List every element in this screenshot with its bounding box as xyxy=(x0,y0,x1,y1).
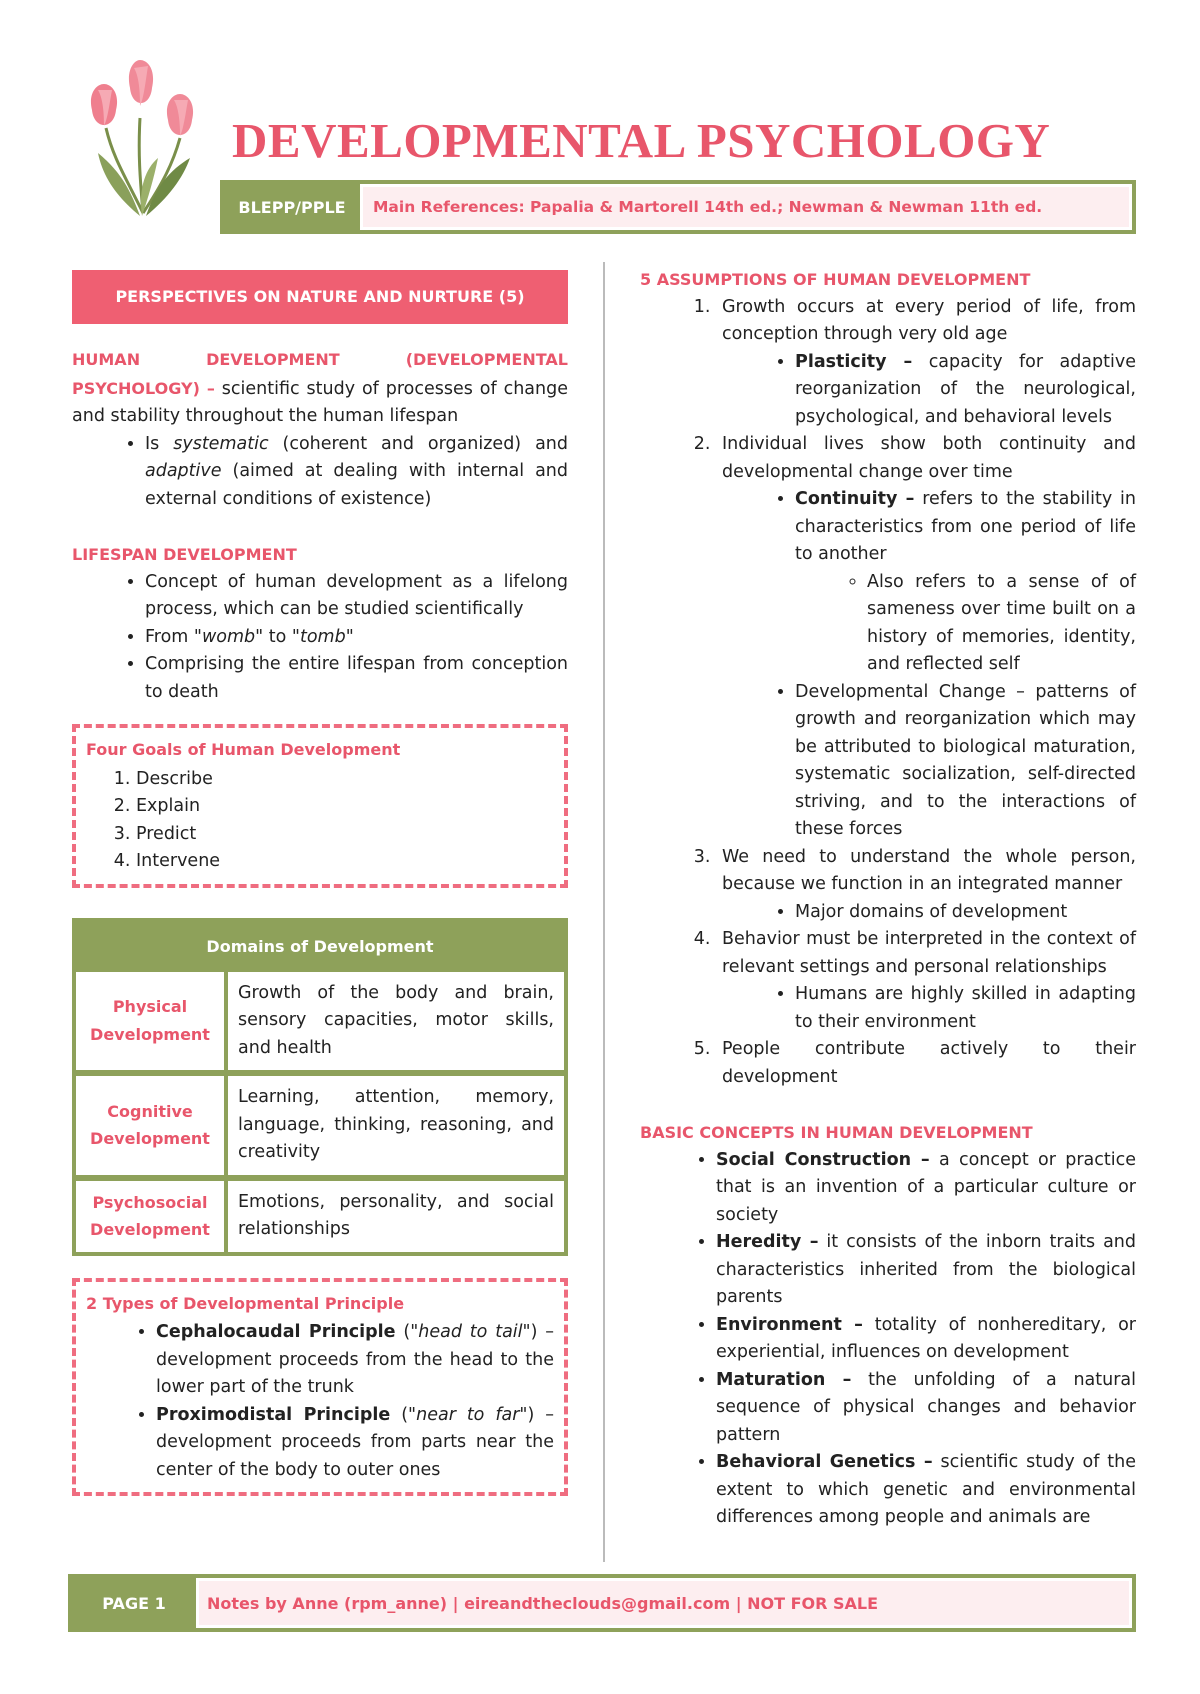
list-item: 4. Behavior must be interpreted in the context of relevant settings and personal relationships • Humans are highly skilled in adapting to their environment xyxy=(716,926,1136,1036)
list-item: • Environment – totality of nonhereditary, or experiential, influences on development xyxy=(716,1312,1136,1367)
list-item: ◦ Also refers to a sense of of sameness over time built on a history of memories, identity, and reflected self xyxy=(867,569,1136,679)
list-item: • Concept of human development as a lifelong process, which can be studied scientifically xyxy=(145,569,568,624)
list-item: 4. Intervene xyxy=(136,848,554,876)
human-development-definition: HUMAN DEVELOPMENT (DEVELOPMENTAL PSYCHOLOGY) – scientific study of processes of change and stability throughout the human lifespan xyxy=(72,350,568,426)
four-goals-box xyxy=(72,724,568,888)
list-item: • Humans are highly skilled in adapting to their environment xyxy=(795,981,1136,1036)
human-development-bullets xyxy=(72,431,568,514)
list-item: • Major domains of development xyxy=(795,899,1136,927)
list-item: • Cephalocaudal Principle ("head to tail") – development proceeds from the head to the lower part of the trunk xyxy=(156,1319,554,1402)
goals-list xyxy=(86,766,554,876)
domains-heading: Domains of Development xyxy=(76,922,564,972)
domain-name: Cognitive Development xyxy=(76,1076,228,1175)
domain-name: Physical Development xyxy=(76,972,228,1071)
page-number: PAGE 1 xyxy=(72,1578,196,1628)
list-item: • Continuity – refers to the stability in characteristics from one period of life to another ◦ Also refers to a sense of of sameness over time built on a history of memories, identity, and reflected self xyxy=(795,486,1136,679)
right-column xyxy=(640,266,1136,1532)
assumptions-list xyxy=(640,294,1136,1092)
basic-concepts-heading: BASIC CONCEPTS IN HUMAN DEVELOPMENT xyxy=(640,1123,1033,1142)
nature-nurture-banner: PERSPECTIVES ON NATURE AND NURTURE (5) xyxy=(72,270,568,324)
list-item: • From "womb" to "tomb" xyxy=(145,624,568,652)
list-item: • Comprising the entire lifespan from conception to death xyxy=(145,651,568,706)
basic-concepts-list xyxy=(640,1147,1136,1532)
footer-note: Notes by Anne (rpm_anne) | eireandtheclouds@gmail.com | NOT FOR SALE xyxy=(199,1581,1129,1625)
list-item: • Maturation – the unfolding of a natural sequence of physical changes and behavior pattern xyxy=(716,1367,1136,1450)
principle-box xyxy=(72,1278,568,1497)
list-item: 3. Predict xyxy=(136,821,554,849)
list-item: • Heredity – it consists of the inborn traits and characteristics inherited from the biological parents xyxy=(716,1229,1136,1312)
human-development-term: HUMAN DEVELOPMENT (DEVELOPMENTAL PSYCHOLOGY) – xyxy=(72,350,568,398)
domains-table xyxy=(72,918,568,1256)
assumptions-heading: 5 ASSUMPTIONS OF HUMAN DEVELOPMENT xyxy=(640,270,1031,289)
list-item: 2. Individual lives show both continuity and developmental change over time • Continuity – refers to the stability in characteristics from one period of life to another ◦ Also refers to a sense of of sameness over time built on a history of memories, identity, and reflected self • Developmental Change – patterns of growth and reorganization which may be attributed to biological maturation, systematic socialization, self-directed striving, and to the interactions of these forces xyxy=(716,431,1136,844)
page-footer xyxy=(68,1574,1136,1632)
domain-desc: Emotions, personality, and social relationships xyxy=(238,1191,554,1239)
tulip-illustration xyxy=(68,58,218,218)
list-item: • Behavioral Genetics – scientific study of the extent to which genetic and environmental differences among people and animals are xyxy=(716,1449,1136,1532)
left-column xyxy=(72,270,568,1496)
references-text: Main References: Papalia & Martorell 14th ed.; Newman & Newman 11th ed. xyxy=(363,187,1129,227)
list-item: • Developmental Change – patterns of growth and reorganization which may be attributed to biological maturation, systematic socialization, self-directed striving, and to the interactions of these forces xyxy=(795,679,1136,844)
domain-desc: Learning, attention, memory, language, thinking, reasoning, and creativity xyxy=(238,1087,554,1162)
principle-list xyxy=(86,1319,554,1484)
lifespan-heading: LIFESPAN DEVELOPMENT xyxy=(72,545,297,564)
list-item: 1. Growth occurs at every period of life, from conception through very old age • Plasticity – capacity for adaptive reorganization of the neurological, psychological, and behavioral levels xyxy=(716,294,1136,432)
four-goals-heading: Four Goals of Human Development xyxy=(86,740,401,759)
exam-tag: BLEPP/PPLE xyxy=(224,184,360,230)
table-row xyxy=(76,972,564,1071)
reference-bar xyxy=(220,180,1136,234)
list-item: 1. Describe xyxy=(136,766,554,794)
table-row xyxy=(76,1175,564,1252)
table-row xyxy=(76,1070,564,1175)
list-item: 5. People contribute actively to their development xyxy=(716,1036,1136,1091)
list-item: 2. Explain xyxy=(136,793,554,821)
principle-heading: 2 Types of Developmental Principle xyxy=(86,1293,405,1313)
page-title: DEVELOPMENTAL PSYCHOLOGY xyxy=(232,113,1051,168)
list-item: • Social Construction – a concept or practice that is an invention of a particular culture or society xyxy=(716,1147,1136,1230)
list-item: • Is systematic (coherent and organized) and adaptive (aimed at dealing with internal and external conditions of existence) xyxy=(145,431,568,514)
list-item: • Plasticity – capacity for adaptive reorganization of the neurological, psychological, and behavioral levels xyxy=(795,349,1136,432)
domain-name: Psychosocial Development xyxy=(76,1181,228,1252)
domain-desc: Growth of the body and brain, sensory capacities, motor skills, and health xyxy=(238,982,554,1058)
column-divider xyxy=(603,262,605,1562)
list-item: 3. We need to understand the whole person, because we function in an integrated manner • Major domains of development xyxy=(716,844,1136,927)
list-item: • Proximodistal Principle ("near to far") – development proceeds from parts near the center of the body to outer ones xyxy=(156,1402,554,1485)
lifespan-bullets xyxy=(72,569,568,707)
